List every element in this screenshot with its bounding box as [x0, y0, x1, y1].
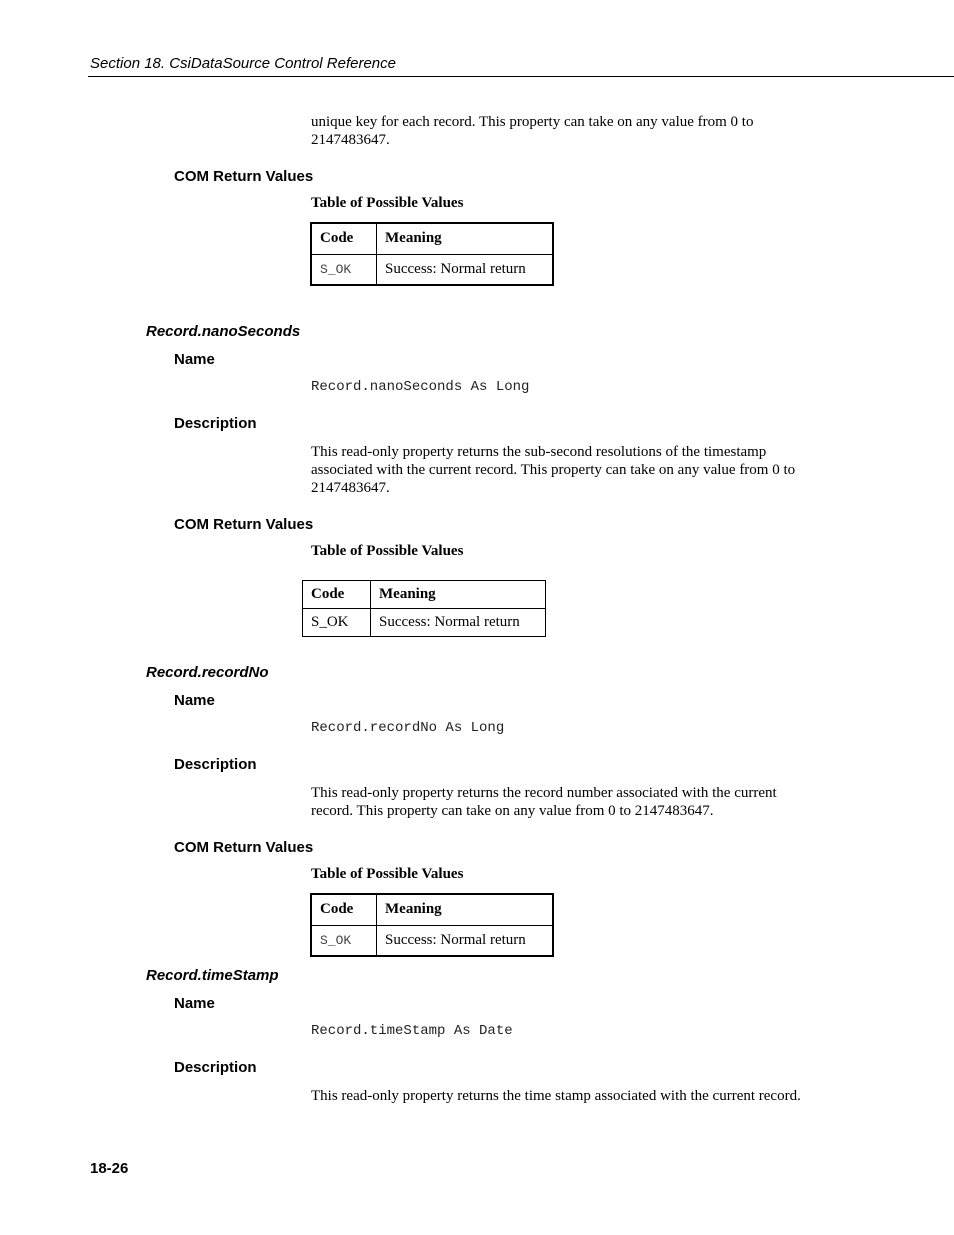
values-table	[302, 580, 546, 637]
table-caption: Table of Possible Values	[311, 543, 464, 559]
name-heading: Name	[174, 351, 215, 368]
description-paragraph: This read-only property returns the sub-second resolutions of the timestamp associated with the current record. This property can take on any value from 0 to 2147483647.	[311, 444, 796, 496]
table-cell-code: S_OK	[311, 254, 377, 285]
running-header: Section 18. CsiDataSource Control Reference	[90, 55, 396, 72]
values-table	[310, 222, 554, 286]
description-heading: Description	[174, 1059, 257, 1076]
header-rule	[88, 76, 954, 77]
name-heading: Name	[174, 995, 215, 1012]
signature: Record.recordNo As Long	[311, 720, 505, 736]
com-return-values-heading: COM Return Values	[174, 168, 314, 185]
table-cell-code: S_OK	[311, 925, 377, 956]
table-cell-meaning: Success: Normal return	[371, 609, 546, 637]
page-number: 18-26	[90, 1160, 129, 1177]
table-header-code: Code	[311, 894, 377, 925]
description-paragraph: This read-only property returns the record number associated with the current record. This property can take on any value from 0 to 2147483647.	[311, 785, 777, 819]
table-header-code: Code	[311, 223, 377, 254]
signature: Record.nanoSeconds As Long	[311, 379, 530, 395]
table-cell-meaning: Success: Normal return	[377, 254, 554, 285]
values-table	[310, 893, 554, 957]
table-header-meaning: Meaning	[377, 223, 554, 254]
section-title-timestamp: Record.timeStamp	[146, 967, 279, 984]
section-title-nanoseconds: Record.nanoSeconds	[146, 323, 301, 340]
table-cell-code: S_OK	[303, 609, 371, 637]
description-paragraph: This read-only property returns the time stamp associated with the current record.	[311, 1088, 801, 1104]
table-header-meaning: Meaning	[377, 894, 554, 925]
table-caption: Table of Possible Values	[311, 866, 464, 882]
com-return-values-heading: COM Return Values	[174, 516, 314, 533]
table-caption: Table of Possible Values	[311, 195, 464, 211]
signature: Record.timeStamp As Date	[311, 1023, 513, 1039]
com-return-values-heading: COM Return Values	[174, 839, 314, 856]
name-heading: Name	[174, 692, 215, 709]
table-header-code: Code	[303, 581, 371, 609]
table-header-meaning: Meaning	[371, 581, 546, 609]
description-heading: Description	[174, 415, 257, 432]
table-cell-meaning: Success: Normal return	[377, 925, 554, 956]
section-title-recordno: Record.recordNo	[146, 664, 269, 681]
intro-paragraph: unique key for each record. This property can take on any value from 0 to 2147483647.	[311, 114, 754, 148]
description-heading: Description	[174, 756, 257, 773]
